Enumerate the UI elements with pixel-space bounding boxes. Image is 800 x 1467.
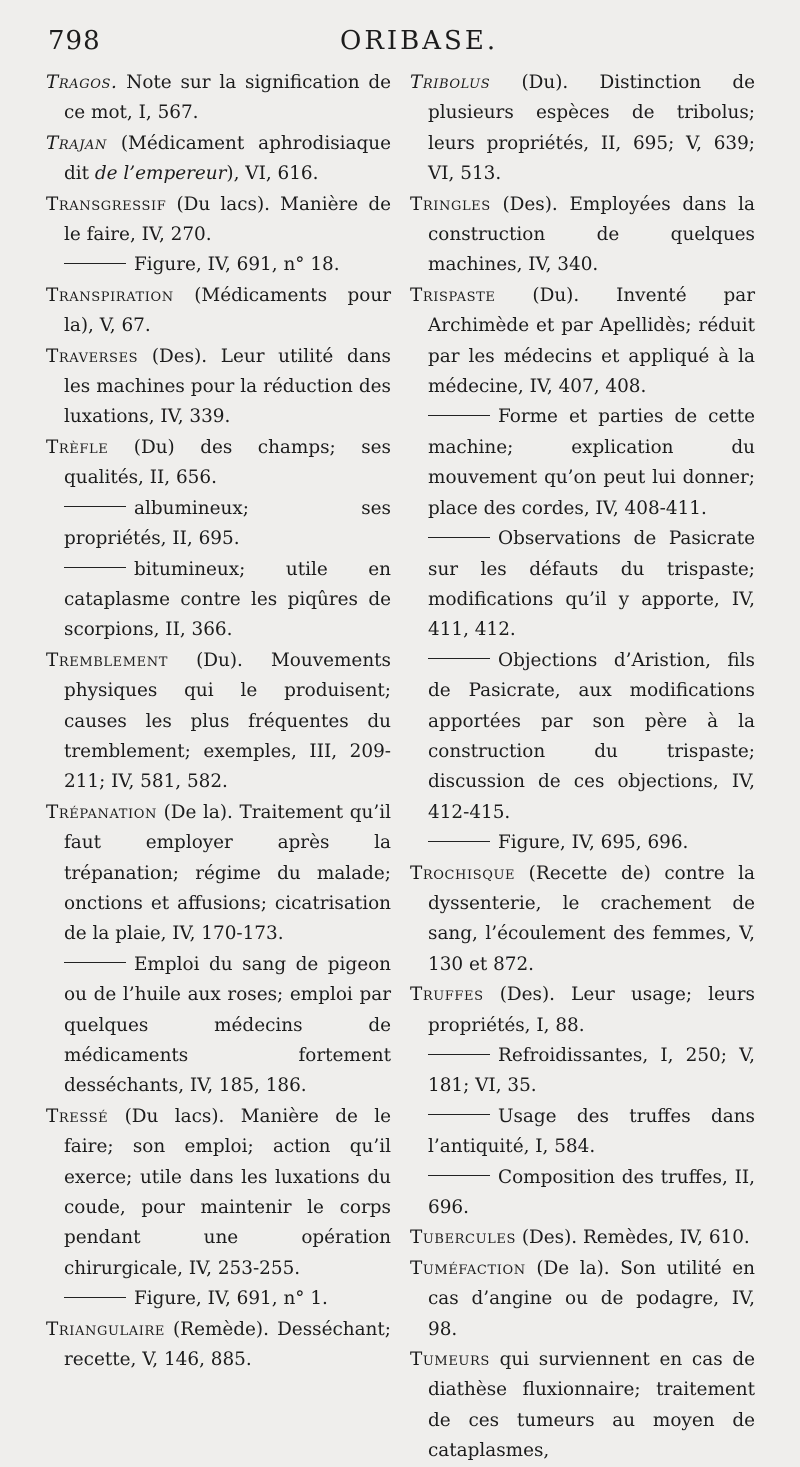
repeat-dash — [428, 415, 490, 416]
repeat-dash — [428, 658, 490, 659]
entry-headword: Tringles — [410, 193, 491, 215]
entry-headword: Tremblement — [46, 649, 168, 671]
index-subentry — [46, 1284, 391, 1314]
page-header — [0, 22, 800, 62]
entry-text: (Recette de) contre la dyssenterie, le crachement de sang, l’écoulement des femmes, V, 130 et 872. — [428, 862, 755, 975]
entry-text: Usage des truffes dans l’antiquité, I, 584. — [428, 1105, 755, 1158]
repeat-dash — [64, 263, 126, 264]
entry-text: (Médicaments pour la), V, 67. — [64, 284, 391, 337]
entry-text: (De la). Son utilité en cas d’angine ou de podagre, IV, 98. — [428, 1257, 755, 1340]
index-subentry — [410, 524, 755, 646]
index-entry — [46, 129, 391, 190]
entry-headword: Tuméfaction — [410, 1257, 526, 1279]
index-entry — [410, 68, 755, 190]
index-entry — [46, 68, 391, 129]
entry-text: Composition des truffes, II, 696. — [428, 1166, 755, 1219]
index-entry — [410, 980, 755, 1041]
index-subentry — [410, 1102, 755, 1163]
index-entry — [410, 281, 755, 403]
index-entry — [410, 1223, 755, 1253]
entry-headword: Tressé — [46, 1105, 109, 1127]
repeat-dash — [428, 841, 490, 842]
index-entry — [46, 798, 391, 950]
index-entry — [410, 1254, 755, 1345]
index-entry — [46, 433, 391, 494]
entry-text: Figure, IV, 691, n° 18. — [134, 254, 340, 276]
entry-text: bitumineux; utile en cataplasme contre les piqûres de scorpions, II, 366. — [64, 558, 391, 641]
index-subentry — [410, 646, 755, 828]
entry-headword: Triangulaire — [46, 1318, 165, 1340]
index-subentry — [46, 250, 391, 280]
repeat-dash — [428, 1054, 490, 1055]
page-number: 798 — [48, 26, 101, 56]
entry-text: (Du lacs). Manière de le faire; son emploi; action qu’il exerce; utile dans les luxations du coude, pour maintenir le corps pendant une opération chirurgicale, IV, 253-255. — [64, 1105, 391, 1279]
entry-text: (Du). Distinction de plusieurs espèces de tribolus; leurs propriétés, II, 695; V, 639; VI, 513. — [428, 72, 755, 185]
entry-text: (Médicament aphrodisiaque dit — [64, 132, 391, 185]
index-subentry — [46, 494, 391, 555]
entry-headword: Traverses — [46, 345, 139, 367]
entry-text: (Du). Inventé par Archimède et par Apellidès; réduit par les médecins et appliqué à la médecine, IV, 407, 408. — [428, 284, 755, 398]
repeat-dash — [64, 567, 126, 568]
entry-text: (Des). Remèdes, IV, 610. — [516, 1227, 750, 1249]
index-subentry — [410, 1163, 755, 1224]
index-entry — [46, 342, 391, 433]
entry-text: (Du) des champs; ses qualités, II, 656. — [64, 436, 391, 489]
repeat-dash — [428, 1114, 490, 1115]
repeat-dash — [64, 1297, 126, 1298]
index-entry — [46, 1315, 391, 1376]
entry-text: Observations de Pasicrate sur les défauts du trispaste; modifications qu’il y apporte, IV, 411, 412. — [428, 528, 755, 641]
index-subentry — [46, 950, 391, 1102]
entry-headword: Tumeurs — [410, 1349, 490, 1371]
entry-headword: Transpiration — [46, 284, 174, 306]
entry-text: Figure, IV, 691, n° 1. — [134, 1288, 328, 1310]
entry-text: Emploi du sang de pigeon ou de l’huile aux roses; emploi par quelques médecins de médicaments fortement desséchants, IV, 185, 186. — [64, 953, 391, 1097]
index-entry — [410, 1345, 755, 1467]
entry-text: (De la). Traitement qu’il faut employer après la trépanation; régime du malade; onctions et affusions; cicatrisation de la plaie, IV, 170-173. — [64, 801, 391, 945]
entry-text: (Remède). Desséchant; recette, V, 146, 885. — [64, 1318, 391, 1371]
entry-text: (Du lacs). Manière de le faire, IV, 270. — [64, 193, 391, 246]
entry-headword: Trépanation — [46, 801, 157, 823]
entry-headword: Trispaste — [410, 284, 496, 306]
index-subentry — [410, 828, 755, 858]
index-entry — [46, 281, 391, 342]
entry-text: Refroidissantes, I, 250; V, 181; VI, 35. — [428, 1045, 755, 1097]
entry-text: Forme et parties de cette machine; explication du mouvement qu’on peut lui donner; place des cordes, IV, 408-411. — [428, 406, 755, 519]
entry-text: Figure, IV, 695, 696. — [498, 832, 689, 854]
index-entry — [46, 646, 391, 798]
index-subentry — [46, 555, 391, 646]
entry-italic-text: de l’empereur — [94, 163, 227, 185]
index-entry — [46, 1102, 391, 1284]
entry-headword: Tubercules — [410, 1227, 516, 1249]
index-subentry — [410, 1041, 755, 1102]
entry-headword: Trochisque — [410, 862, 516, 884]
index-entry — [410, 859, 755, 981]
index-column-left — [46, 68, 391, 1375]
entry-headword: Transgressif — [46, 193, 167, 215]
entry-headword: Trajan — [46, 132, 108, 154]
index-entry — [410, 190, 755, 281]
entry-text: (Des). Leur usage; leurs propriétés, I, 88. — [428, 984, 755, 1036]
repeat-dash — [64, 506, 126, 507]
entry-text: (Des). Employées dans la construction de quelques machines, IV, 340. — [428, 193, 755, 276]
running-title: ORIBASE. — [340, 26, 499, 56]
entry-text: ), VI, 616. — [226, 163, 319, 185]
repeat-dash — [428, 1175, 490, 1176]
entry-text: Note sur la signification de ce mot, I, 567. — [64, 72, 391, 124]
repeat-dash — [64, 962, 126, 963]
entry-text: (Du). Mouvements physiques qui le produisent; causes les plus fréquentes du tremblement; exemples, III, 209-211; IV, 581, 582. — [64, 649, 391, 793]
entry-headword: Tragos. — [46, 72, 118, 93]
entry-text: (Des). Leur utilité dans les machines pour la réduction des luxations, IV, 339. — [64, 345, 391, 428]
index-subentry — [410, 402, 755, 524]
entry-text: Objections d’Aristion, fils de Pasicrate, aux modifications apportées par son père à la construction du trispaste; discussion de ces objections, IV, 412-415. — [428, 649, 755, 823]
index-entry — [46, 190, 391, 251]
entry-headword: Truffes — [410, 984, 484, 1006]
entry-headword: Trèfle — [46, 436, 109, 458]
entry-text: albumineux; ses propriétés, II, 695. — [64, 497, 391, 550]
entry-text: qui surviennent en cas de diathèse fluxionnaire; traitement de ces tumeurs au moyen de cataplasmes, — [428, 1349, 755, 1462]
repeat-dash — [428, 537, 490, 538]
index-column-right — [410, 68, 755, 1467]
entry-headword: Tribolus — [410, 72, 491, 93]
